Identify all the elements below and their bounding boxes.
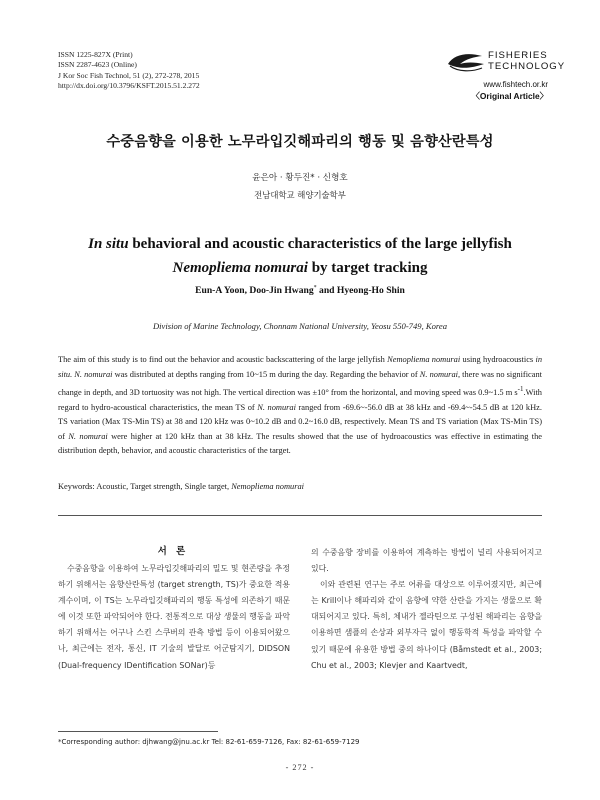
title-line-2-rest: by target tracking [307,260,428,276]
abstract-superscript: -1 [517,385,524,394]
keywords-label: Keywords: [58,482,97,491]
authors-english [0,285,600,296]
title-korean: 수중음향을 이용한 노무라입깃해파리의 행동 및 음향산란특성 [106,134,494,150]
intro-paragraph-1-continued: 의 수중음향 장비를 이용하여 계측하는 방법이 널리 사용되어지고 있다. [311,548,542,574]
title-english [0,232,600,280]
abstract-text: ranged from -69.6~-56.0 dB at 38 kHz and -69.4~-54.5 dB at 120 kHz. TS variation (Max TS-Min TS) at 38 and 120 kHz was 0~10.2 dB and 0.2~16.0 dB, respectively. Mean TS and TS variation (Max TS-Min TS) of [58,402,542,441]
abstract-species: N. nomurai [257,402,296,412]
page-number: - 272 - [285,763,315,772]
affiliation-korean: 전남대학교 해양기술학부 [254,190,346,200]
citation: J Kor Soc Fish Technol, 51 (2), 272-278, 2015 [58,70,200,80]
issn-online: ISSN 2287-4623 (Online) [58,60,137,70]
logo-wordmark [488,50,565,72]
corresponding-mark: * [313,285,317,291]
doi-link[interactable]: http://dx.doi.org/10.3796/KSFT.2015.51.2.272 [58,81,200,91]
affiliation-english: Division of Marine Technology, Chonnam National University, Yeosu 550-749, Korea [152,321,448,331]
keywords-species: Nemopliema nomurai [231,482,304,491]
abstract-text: .With regard to hydro-acoustical characteristics, the mean TS of [58,387,542,412]
title-line-1-rest: behavioral and acoustic characteristics of the large jellyfish [128,236,512,252]
body-column-right [311,545,542,674]
footnote-divider [58,731,218,732]
title-species: Nemopliema nomurai [172,260,308,276]
abstract-text: were higher at 120 kHz than at 38 kHz. The results showed that the use of hydroacoustics was effective in estimating the distribution depth, behavior, and acoustic characteristics of the target. [58,431,542,456]
abstract-text: The aim of this study is to find out the behavior and acoustic backscattering of the large jellyfish [58,355,388,364]
abstract [58,353,542,459]
corresponding-author-footnote: *Corresponding author: djhwang@jnu.ac.kr Tel: 82-61-659-7126, Fax: 82-61-659-7129 [58,738,360,746]
logo-line-1: FISHERIES [488,50,548,61]
intro-paragraph-2-text: 이와 관련된 연구는 주로 어류를 대상으로 이루어졌지만, 최근에는 Krill이나 해파리와 같이 음향에 약한 산란을 가지는 생물으로 확대되어지고 있다. 특히, 체내가 젤라틴으로 구성된 해파리는 음향을 이용하면 샘플의 손상과 외부자극 없이 행동학적 특성을 파악할 수 있기 때문에 유용한 방법 중의 하나이다 (Båmstedt et al., 2003; Chu et al., 2003; Klevjer and Kaartvedt, [311,580,542,670]
issn-print: ISSN 1225-827X (Print) [58,50,133,59]
abstract-species: N. nomurai [68,431,108,441]
abstract-text: was distributed at depths ranging from 10~15 m during the day. Regarding the behavior of [112,369,420,379]
title-in-situ: In situ [88,236,129,252]
abstract-text: , there was no significant change in depth, and 3D tortuosity was not high. The vertical direction was ±10° from the horizontal, and moving speed was 0.9~1.5 m s [58,369,542,397]
abstract-species: N. nomurai [419,369,458,379]
abstract-text: using hydroacoustics [460,355,536,364]
body-column-left [58,561,290,674]
journal-metadata [58,50,200,92]
authors-en-part-1: Eun-A Yoon, Doo-Jin Hwang [195,285,314,297]
title-english-line-2 [0,256,600,280]
authors-korean: 윤은아 · 황두진* · 신형호 [252,173,348,183]
title-english-line-1 [0,232,600,256]
section-heading-introduction: 서 론 [157,546,189,557]
abstract-divider [58,515,542,516]
journal-url[interactable]: www.fishtech.or.kr [483,80,548,89]
intro-paragraph-1: 수중음향을 이용하여 노무라입깃해파리의 밀도 및 현존량을 추정하기 위해서는 음향산란특성 (target strength, TS)가 중요한 적용 계수이며, 이 TS는 노무라입깃해파리의 행동 특성에 의존하기 때문에 이것 또한 파악되어야 한다. 전통적으로 대상 생물의 행동을 파악하기 위해서는 어구나 스킨 스쿠버의 관측 방법 등이 이용되어왔으나, 최근에는 전자, 통신, IT 기술의 발달로 어군탐지기, DIDSON (Dual-frequency IDentification SONar)등 [58,564,290,670]
abstract-italic: in situ. N. nomurai [58,355,543,379]
fish-logo-icon [446,50,486,74]
authors-en-part-2: and Hyeong-Ho Shin [316,285,405,297]
article-type: 〈Original Article〉 [471,91,548,101]
logo-line-2: TECHNOLOGY [488,61,566,72]
keywords-list: Acoustic, Target strength, Single target, [96,482,232,491]
intro-paragraph-2 [311,577,542,674]
abstract-species: Nemopliema nomurai [387,355,461,364]
keywords [58,482,542,491]
